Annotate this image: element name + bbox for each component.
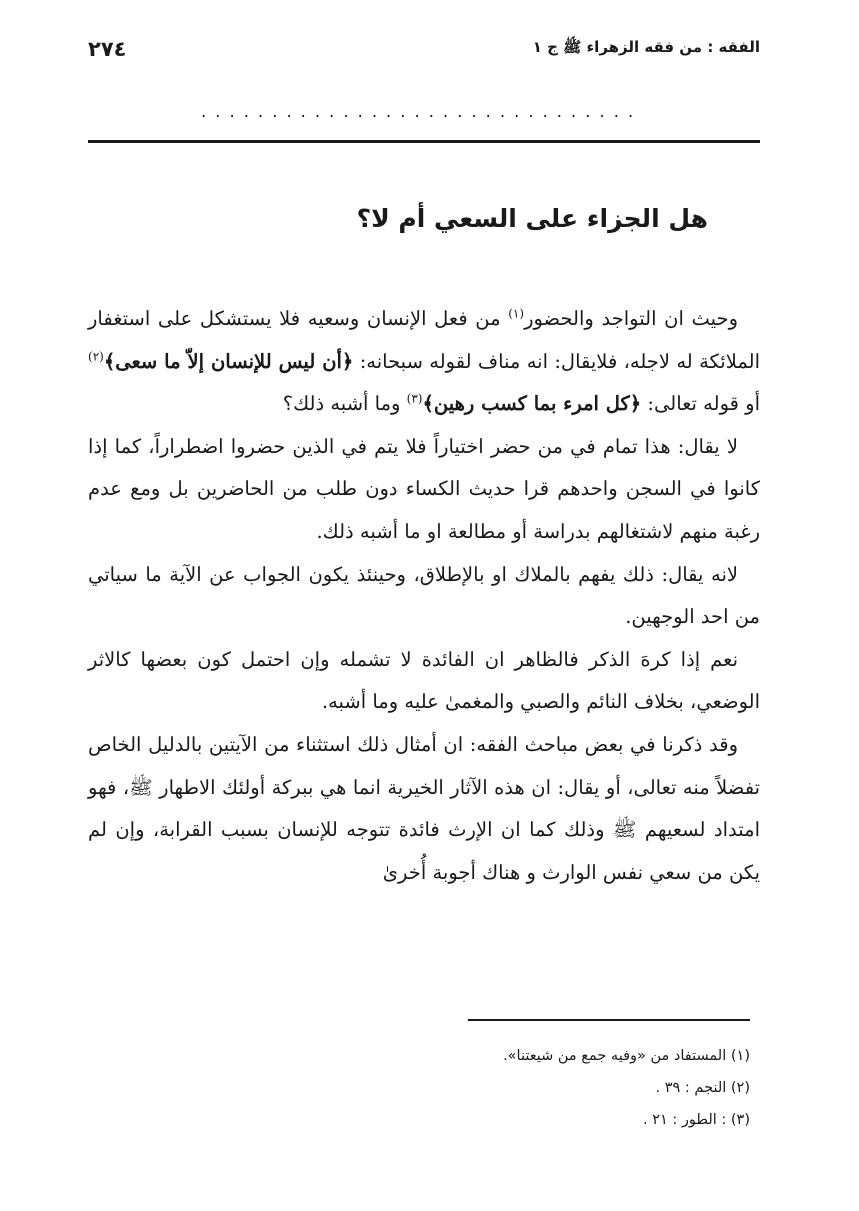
paragraph-5: وقد ذكرنا في بعض مباحث الفقه: ان أمثال ذلك استثناء من الآيتين بالدليل الخاص تفضلاً منه تعالى، أو يقال: ان هذه الآثار الخيرية انما هي ببركة أولئك الاطهار ﷺ، فهو امتداد لسعيهم ﷺ وذلك كما ان الإرث فائدة تتوجه للإنسان بسبب القرابة، وإن لم يكن من سعي نفس الوارث و هناك أجوبة أُخرىٰ xyxy=(88,732,760,884)
footnote-rule xyxy=(468,1019,750,1021)
footnote-ref-1: (١) xyxy=(508,306,525,321)
footnote-2: (٢) النجم : ٣٩ . xyxy=(655,1080,750,1096)
body-text xyxy=(88,298,760,894)
dotted-separator: ............................... xyxy=(199,106,641,120)
paragraph-1-part-d: وما أشبه ذلك؟ xyxy=(282,392,407,416)
header-rule xyxy=(88,140,760,143)
paragraph-1-part-b: من فعل الإنسان وسعيه فلا يستشكل على استغفار الملائكة له لاجله، فلايقال: انه مناف لقوله سبحانه: xyxy=(88,307,760,373)
quran-quote-2: ﴿كل امرء بما كسب رهين﴾ xyxy=(422,392,642,416)
footnotes xyxy=(300,1040,750,1136)
section-heading: هل الجزاء على السعي أم لا؟ xyxy=(356,204,708,233)
paragraph-1-part-c: أو قوله تعالى: xyxy=(641,392,760,416)
paragraph-4: نعم إذا كرهَ الذكر فالظاهر ان الفائدة لا تشمله وإن احتمل كون بعضها كالاثر الوضعي، بخلاف النائم والصبي والمغمىٰ عليه وما أشبه. xyxy=(88,647,760,714)
paragraph-1 xyxy=(88,298,760,426)
footnote-1: (١) المستفاد من «وفيه جمع من شيعتنا». xyxy=(503,1048,750,1064)
running-title: الفقه : من فقه الزهراء ﷺ ج ١ xyxy=(532,38,760,56)
quran-quote-1: ﴿أن ليس للإنسان إلاّ ما سعى﴾ xyxy=(103,349,354,373)
footnote-3: (٣) : الطور : ٢١ . xyxy=(643,1112,750,1128)
page-header xyxy=(88,34,760,64)
paragraph-3: لانه يقال: ذلك يفهم بالملاك او بالإطلاق، وحينئذ يكون الجواب عن الآية ما سياتي من احد الوجهين. xyxy=(88,562,760,629)
paragraph-2: لا يقال: هذا تمام في من حضر اختياراً فلا يتم في الذين حضروا اضطراراً، كما إذا كانوا في السجن واحدهم قرا حديث الكساء دون طلب من الحاضرين بل ومع عدم رغبة منهم لاشتغالهم بدراسة أو مطالعة او ما أشبه ذلك. xyxy=(88,434,760,543)
paragraph-1-part-a: وحيث ان التواجد والحضور xyxy=(524,307,739,330)
footnote-ref-3: (٣) xyxy=(406,391,423,406)
footnote-ref-2: (٢) xyxy=(88,349,104,364)
page-number: ٢٧٤ xyxy=(88,37,127,61)
